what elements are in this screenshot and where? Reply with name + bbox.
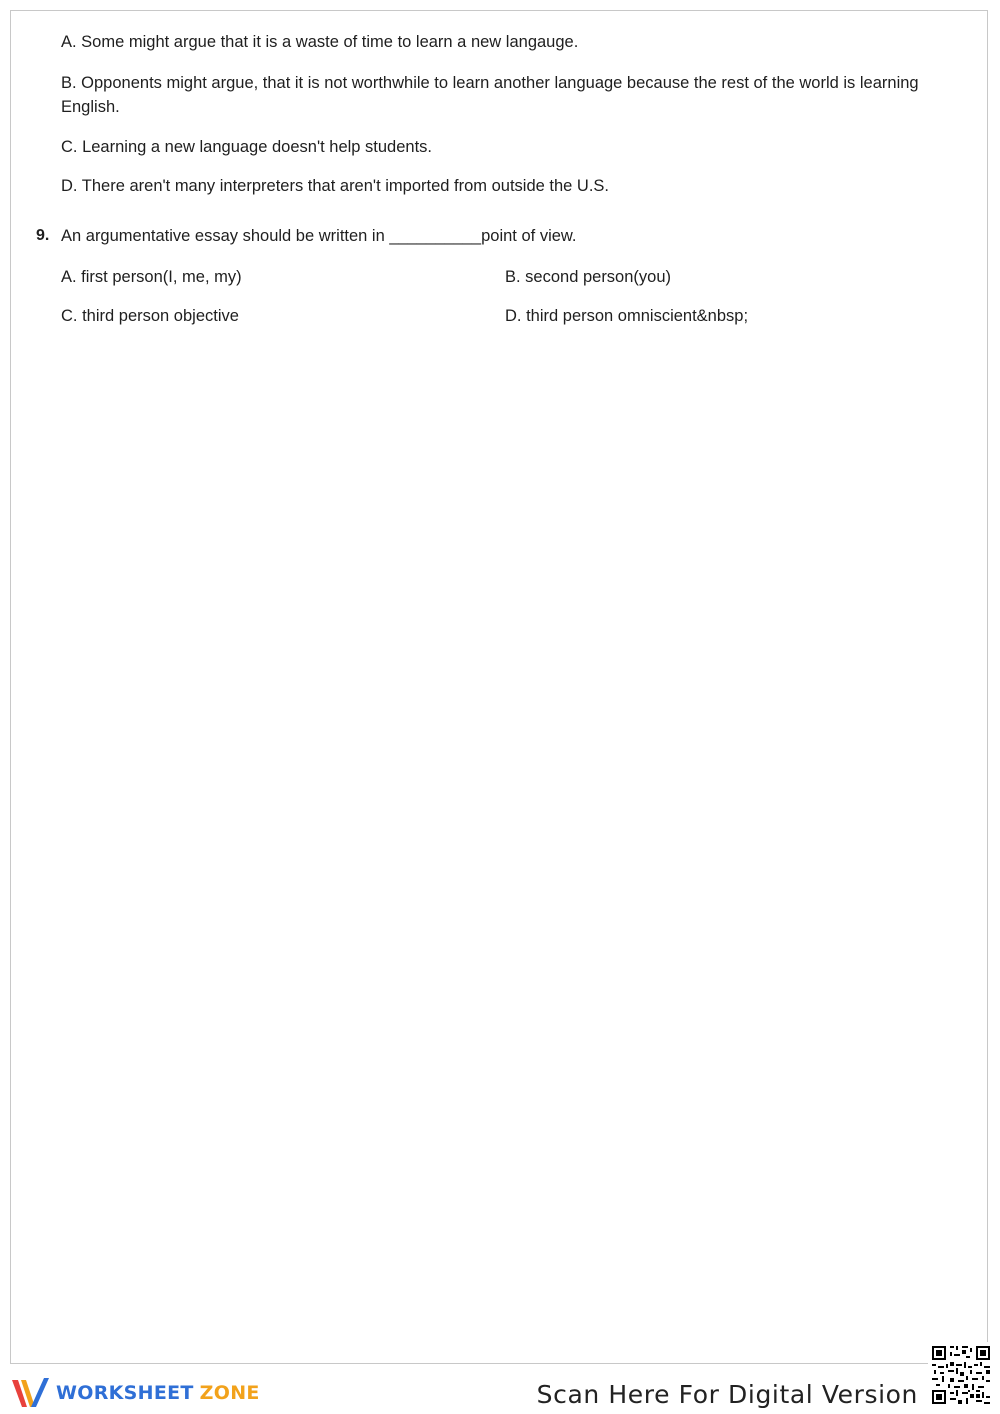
qr-code-icon[interactable] xyxy=(928,1342,994,1408)
q8-option-d: D. There aren't many interpreters that aren't imported from outside the U.S. xyxy=(61,177,609,195)
q8-option-a: A. Some might argue that it is a waste of time to learn a new langauge. xyxy=(61,33,579,51)
logo-w-icon xyxy=(10,1376,52,1410)
worksheetzone-logo xyxy=(10,1376,260,1410)
q9-option-b: B. second person(you) xyxy=(505,268,672,286)
q9-option-a: A. first person(I, me, my) xyxy=(61,268,242,286)
question-number: 9. xyxy=(36,227,50,244)
q8-option-b: B. Opponents might argue, that it is not worthwhile to learn another language because the rest of the world is learning English. xyxy=(61,74,919,116)
scan-label: Scan Here For Digital Version xyxy=(536,1380,918,1409)
q9-option-d: D. third person omniscient&nbsp; xyxy=(505,307,749,325)
page-frame xyxy=(10,10,988,1364)
question-text: An argumentative essay should be written in __________point of view. xyxy=(61,227,577,245)
logo-word-zone: ZONE xyxy=(199,1382,260,1404)
q9-option-c: C. third person objective xyxy=(61,307,239,325)
q8-option-c: C. Learning a new language doesn't help students. xyxy=(61,138,433,156)
logo-text xyxy=(56,1382,260,1404)
logo-word-worksheet: WORKSHEET xyxy=(56,1382,194,1404)
